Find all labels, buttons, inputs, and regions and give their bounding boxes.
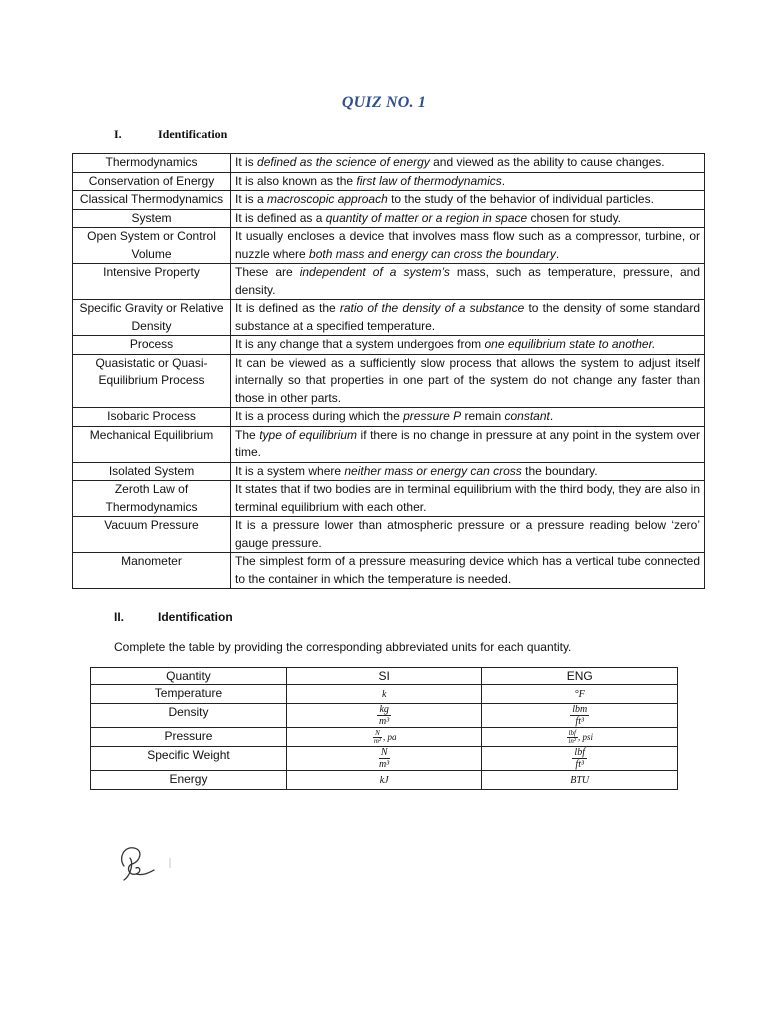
eng-unit-cell xyxy=(482,771,678,790)
header-si: SI xyxy=(286,668,481,685)
table-row xyxy=(73,462,705,481)
definition-cell: It states that if two bodies are in terminal equilibrium with the third body, they are also in terminal equilibrium with each other. xyxy=(231,481,705,517)
term-cell: Process xyxy=(73,336,231,355)
definition-cell: It is also known as the first law of thermodynamics. xyxy=(231,172,705,191)
table-row xyxy=(73,300,705,336)
table-row xyxy=(91,747,678,771)
term-cell: Specific Gravity or Relative Density xyxy=(73,300,231,336)
si-unit-cell xyxy=(286,704,481,728)
unit-value: °F xyxy=(574,689,585,700)
si-unit-cell xyxy=(286,685,481,704)
section-2-number: II. xyxy=(114,610,125,624)
term-cell: Thermodynamics xyxy=(73,154,231,173)
emphasis-text: type of equilibrium xyxy=(259,427,358,442)
quantity-cell: Temperature xyxy=(91,685,287,704)
definition-cell: The type of equilibrium if there is no change in pressure at any point in the system over time. xyxy=(231,426,705,462)
table-row xyxy=(73,481,705,517)
unit-value: $\frac{\text{lbm}}{\text{ft³}}$ xyxy=(572,704,588,727)
definition-cell: It is a process during which the pressure P remain constant. xyxy=(231,408,705,427)
table-row xyxy=(73,553,705,589)
table-row xyxy=(73,209,705,228)
definition-cell: It is a pressure lower than atmospheric pressure or a pressure reading below ‘zero’ gauge pressure. xyxy=(231,517,705,553)
section-1-title: Identification xyxy=(158,127,228,141)
table-row xyxy=(73,172,705,191)
units-table xyxy=(90,667,678,790)
eng-unit-cell xyxy=(482,704,678,728)
definition-cell: It is defined as the ratio of the density of a substance to the density of some standard substance at a specified temperature. xyxy=(231,300,705,336)
definition-cell: It is a macroscopic approach to the study of the behavior of individual particles. xyxy=(231,191,705,210)
unit-value: $\frac{N}{\text{m²}}$ , pa xyxy=(373,729,397,746)
unit-value: $\frac{\text{lbf}}{\text{ft³}}$ xyxy=(574,747,585,770)
section-2-instruction: Complete the table by providing the corresponding abbreviated units for each quantity. xyxy=(114,640,572,654)
si-unit-cell xyxy=(286,771,481,790)
section-1-number: I. xyxy=(114,127,122,141)
term-cell: Vacuum Pressure xyxy=(73,517,231,553)
section-2-heading xyxy=(114,610,233,624)
definition-cell: The simplest form of a pressure measuring device which has a vertical tube connected to the container in which the temperature is needed. xyxy=(231,553,705,589)
header-quantity: Quantity xyxy=(91,668,287,685)
table-row xyxy=(73,426,705,462)
units-table-header-row xyxy=(91,668,678,685)
term-cell: Open System or Control Volume xyxy=(73,228,231,264)
identification-table xyxy=(72,153,705,589)
unit-value: $\frac{N}{\text{m³}}$ xyxy=(379,747,390,770)
emphasis-text: independent of a system’s xyxy=(299,265,450,279)
emphasis-text: first law of thermodynamics xyxy=(356,173,502,188)
section-2-title: Identification xyxy=(158,610,233,624)
term-cell: Classical Thermodynamics xyxy=(73,191,231,210)
quantity-cell: Pressure xyxy=(91,728,287,747)
unit-value: $\frac{\text{lbf}}{\text{in²}}$ , psi xyxy=(568,729,593,746)
table-row xyxy=(73,154,705,173)
table-row xyxy=(73,408,705,427)
definition-cell: These are independent of a system’s mass, such as temperature, pressure, and density. xyxy=(231,264,705,300)
emphasis-text: macroscopic approach xyxy=(267,192,388,206)
quantity-cell: Energy xyxy=(91,771,287,790)
term-cell: System xyxy=(73,209,231,228)
quantity-cell: Density xyxy=(91,704,287,728)
emphasis-text: defined as the science of energy xyxy=(257,155,430,169)
emphasis-text: one equilibrium state to another. xyxy=(484,337,656,351)
header-eng: ENG xyxy=(482,668,678,685)
definition-cell: It is defined as the science of energy and viewed as the ability to cause changes. xyxy=(231,154,705,173)
table-row xyxy=(91,685,678,704)
eng-unit-cell xyxy=(482,728,678,747)
table-row xyxy=(73,264,705,300)
term-cell: Isolated System xyxy=(73,462,231,481)
emphasis-text: pressure P xyxy=(403,409,462,423)
quantity-cell: Specific Weight xyxy=(91,747,287,771)
table-row xyxy=(91,771,678,790)
si-unit-cell xyxy=(286,728,481,747)
term-cell: Zeroth Law of Thermodynamics xyxy=(73,481,231,517)
section-1-heading xyxy=(114,127,227,142)
page-title: QUIZ NO. 1 xyxy=(341,94,427,111)
definition-cell: It usually encloses a device that involves mass flow such as a compressor, turbine, or nuzzle where both mass and energy can cross the boundary. xyxy=(231,228,705,264)
table-row xyxy=(91,704,678,728)
table-row xyxy=(73,517,705,553)
unit-value: BTU xyxy=(570,775,590,786)
term-cell: Intensive Property xyxy=(73,264,231,300)
unit-value: $\frac{kg}{\text{m³}}$ xyxy=(379,704,390,727)
term-cell: Mechanical Equilibrium xyxy=(73,426,231,462)
definition-cell: It is a system where neither mass or energy can cross the boundary. xyxy=(231,462,705,481)
eng-unit-cell xyxy=(482,685,678,704)
unit-value: kJ xyxy=(379,775,389,786)
table-row xyxy=(73,354,705,408)
definition-cell: It is any change that a system undergoes from one equilibrium state to another. xyxy=(231,336,705,355)
emphasis-text: ratio of the density of a substance xyxy=(339,301,525,315)
definition-cell: It is defined as a quantity of matter or a region in space chosen for study. xyxy=(231,209,705,228)
table-row xyxy=(73,336,705,355)
table-row xyxy=(73,191,705,210)
term-cell: Conservation of Energy xyxy=(73,172,231,191)
emphasis-text: constant xyxy=(504,409,550,423)
term-cell: Quasistatic or Quasi-Equilibrium Process xyxy=(73,354,231,408)
signature xyxy=(110,836,180,886)
emphasis-text: both mass and energy can cross the boundary xyxy=(309,246,556,261)
eng-unit-cell xyxy=(482,747,678,771)
table-row xyxy=(73,228,705,264)
si-unit-cell xyxy=(286,747,481,771)
term-cell: Isobaric Process xyxy=(73,408,231,427)
term-cell: Manometer xyxy=(73,553,231,589)
unit-value: k xyxy=(381,689,387,700)
definition-cell: It can be viewed as a sufficiently slow process that allows the system to adjust itself internally so that properties in one part of the system do not change any faster than those in other parts. xyxy=(231,354,705,408)
emphasis-text: quantity of matter or a region in space xyxy=(325,210,528,225)
table-row xyxy=(91,728,678,747)
emphasis-text: neither mass or energy can cross xyxy=(344,463,522,478)
